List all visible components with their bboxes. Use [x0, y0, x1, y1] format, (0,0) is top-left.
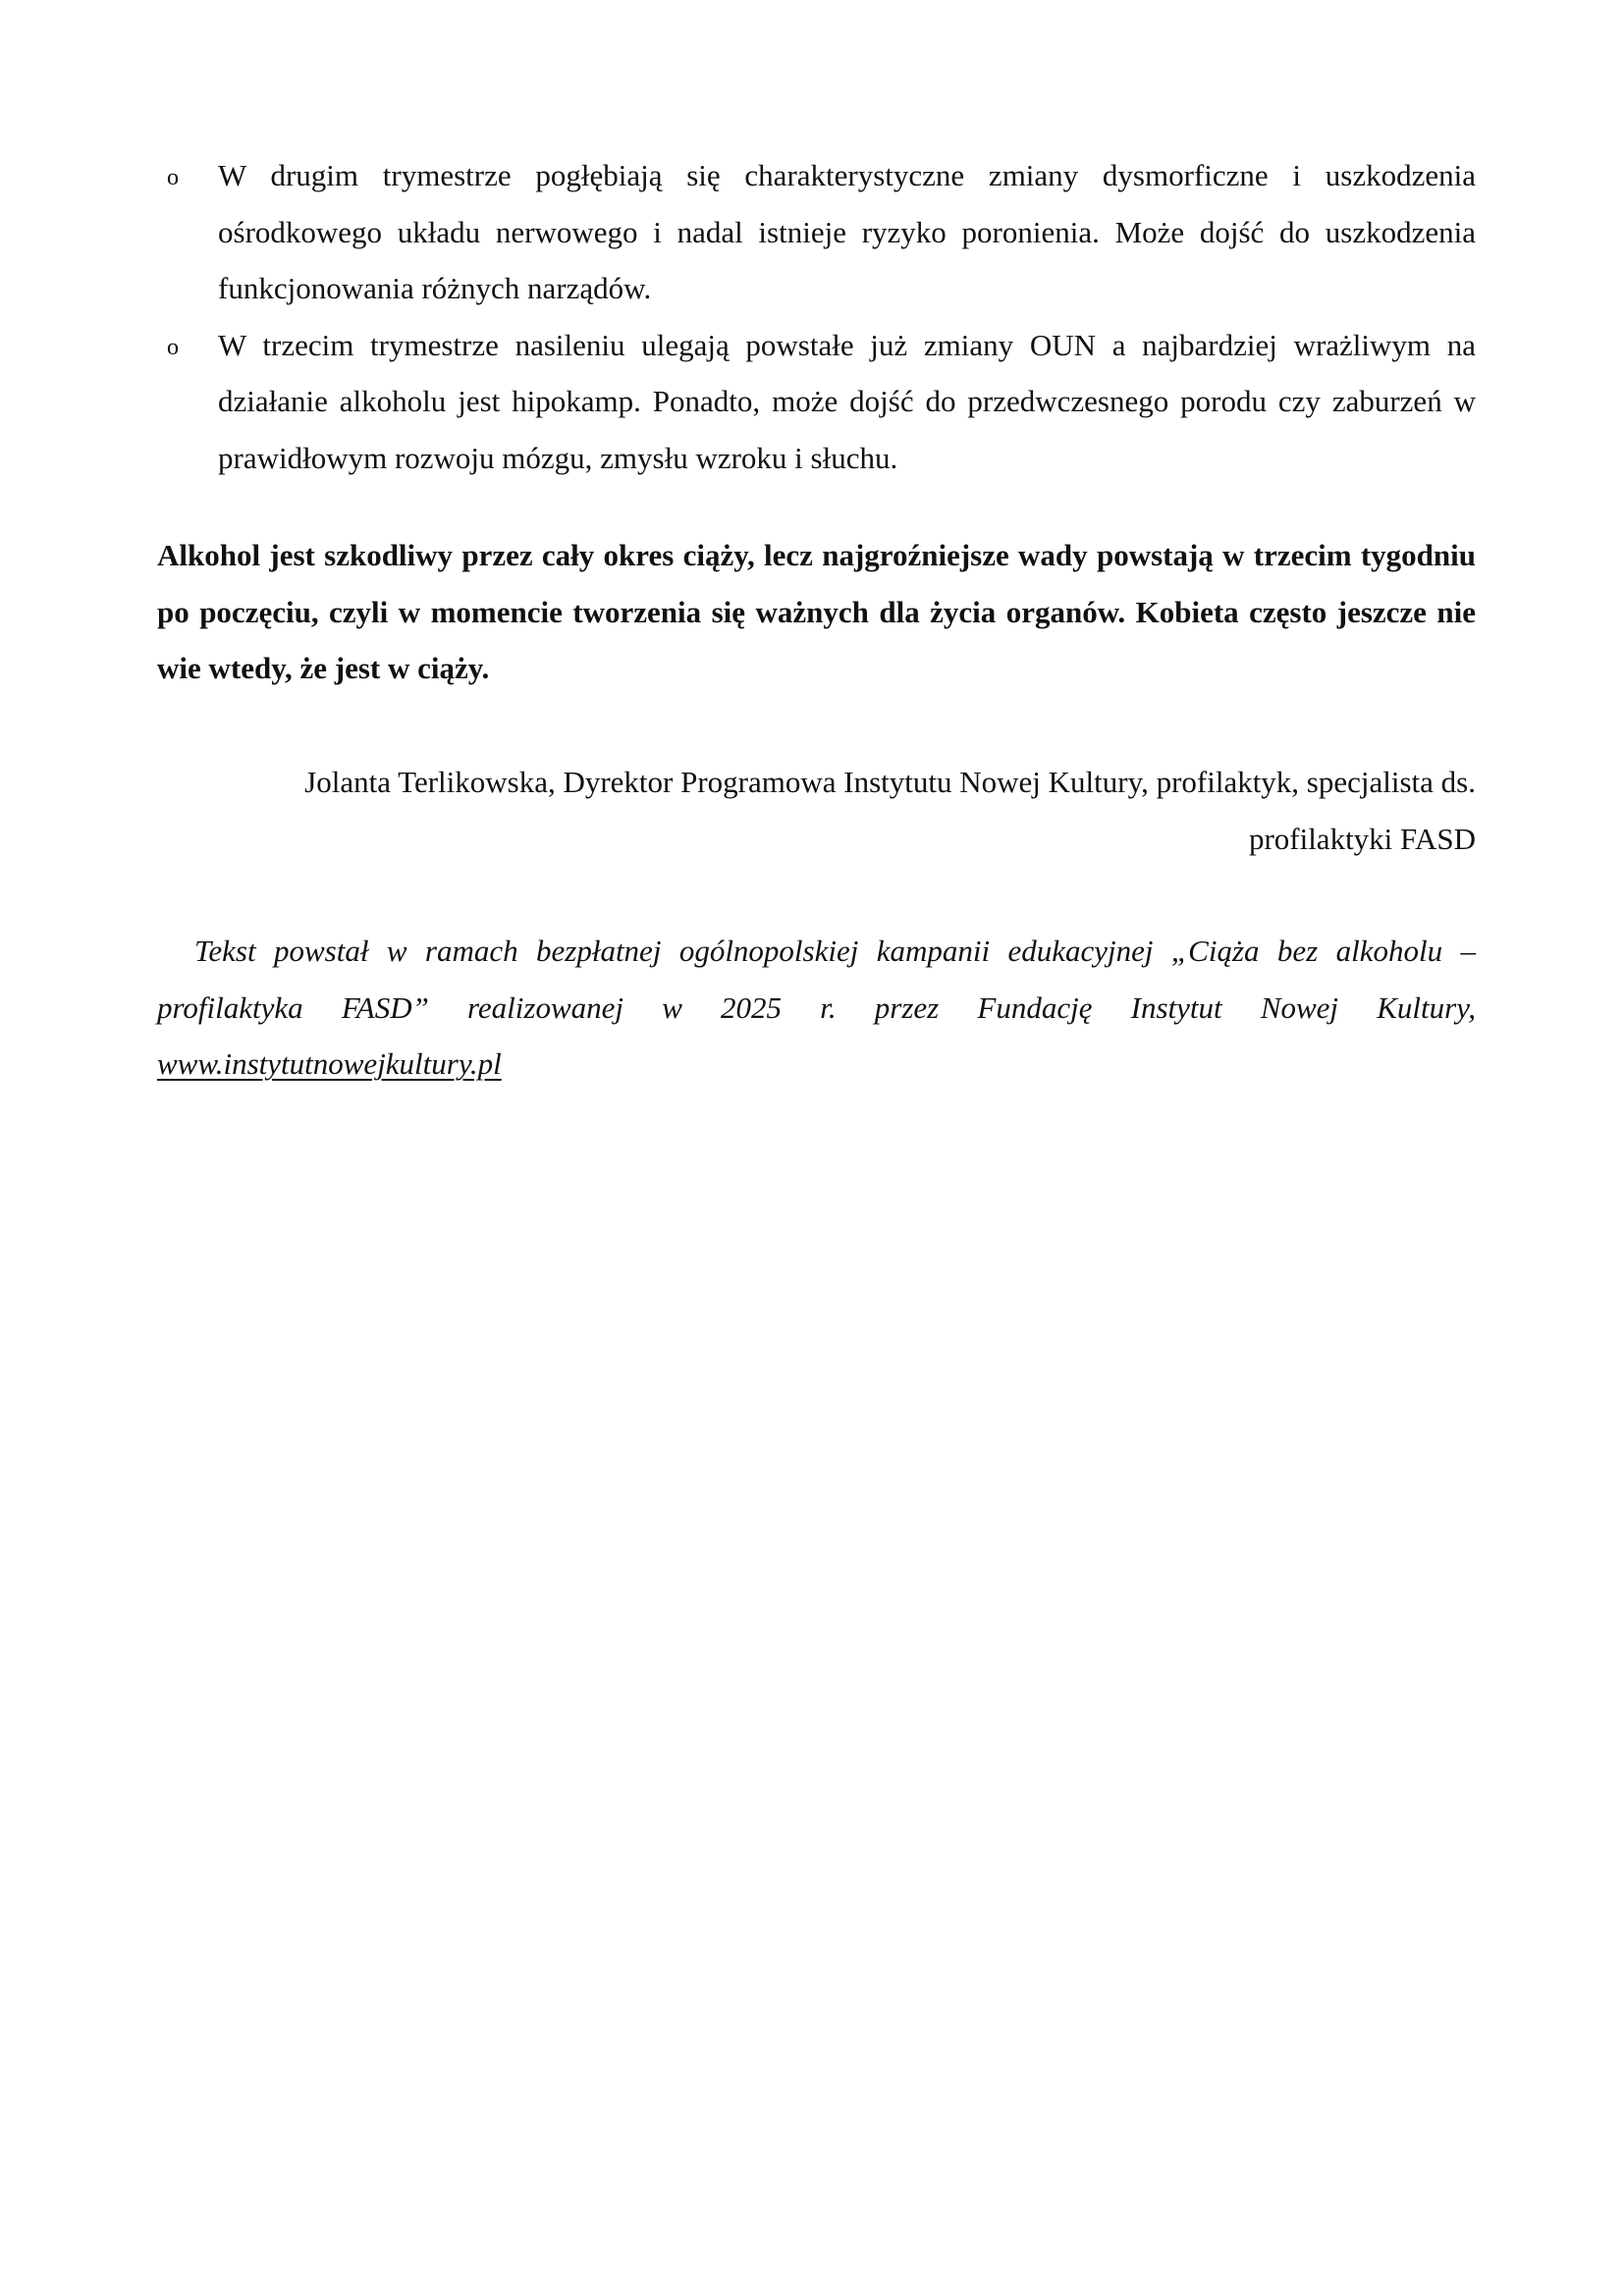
- trimester-bullet-list: [157, 147, 1476, 486]
- bullet-text: W trzecim trymestrze nasileniu ulegają powstałe już zmiany OUN a najbardziej wrażliwym na działanie alkoholu jest hipokamp. Ponadto, może dojść do przedwczesnego porodu czy zaburzeń w prawidłowym rozwoju mózgu, zmysłu wzroku i słuchu.: [218, 327, 1476, 475]
- bullet-marker: o: [167, 165, 179, 190]
- campaign-footnote: [157, 923, 1476, 1093]
- alcohol-warning-paragraph: Alkohol jest szkodliwy przez cały okres ciąży, lecz najgroźniejsze wady powstają w trzecim tygodniu po poczęciu, czyli w momencie tworzenia się ważnych dla życia organów. Kobieta często jeszcze nie wie wtedy, że jest w ciąży.: [157, 538, 1476, 685]
- bullet-second-trimester: [157, 147, 1476, 317]
- bullet-text: W drugim trymestrze pogłębiają się charakterystyczne zmiany dysmorficzne i uszkodzenia ośrodkowego układu nerwowego i nadal istnieje ryzyko poronienia. Może dojść do uszkodzenia funkcjonowania różnych narządów.: [218, 158, 1476, 305]
- website-link[interactable]: www.instytutnowejkultury.pl: [157, 1046, 502, 1081]
- bullet-third-trimester: [157, 317, 1476, 487]
- footnote-text: Tekst powstał w ramach bezpłatnej ogólnopolskiej kampanii edukacyjnej „Ciąża bez alkoholu – profilaktyka FASD” realizowanej w 2025 r. przez Fundację Instytut Nowej Kultury,: [157, 934, 1476, 1025]
- author-signature: Jolanta Terlikowska, Dyrektor Programowa Instytutu Nowej Kultury, profilaktyk, specjalista ds. profilaktyki FASD: [304, 765, 1476, 856]
- bullet-marker: o: [167, 334, 179, 360]
